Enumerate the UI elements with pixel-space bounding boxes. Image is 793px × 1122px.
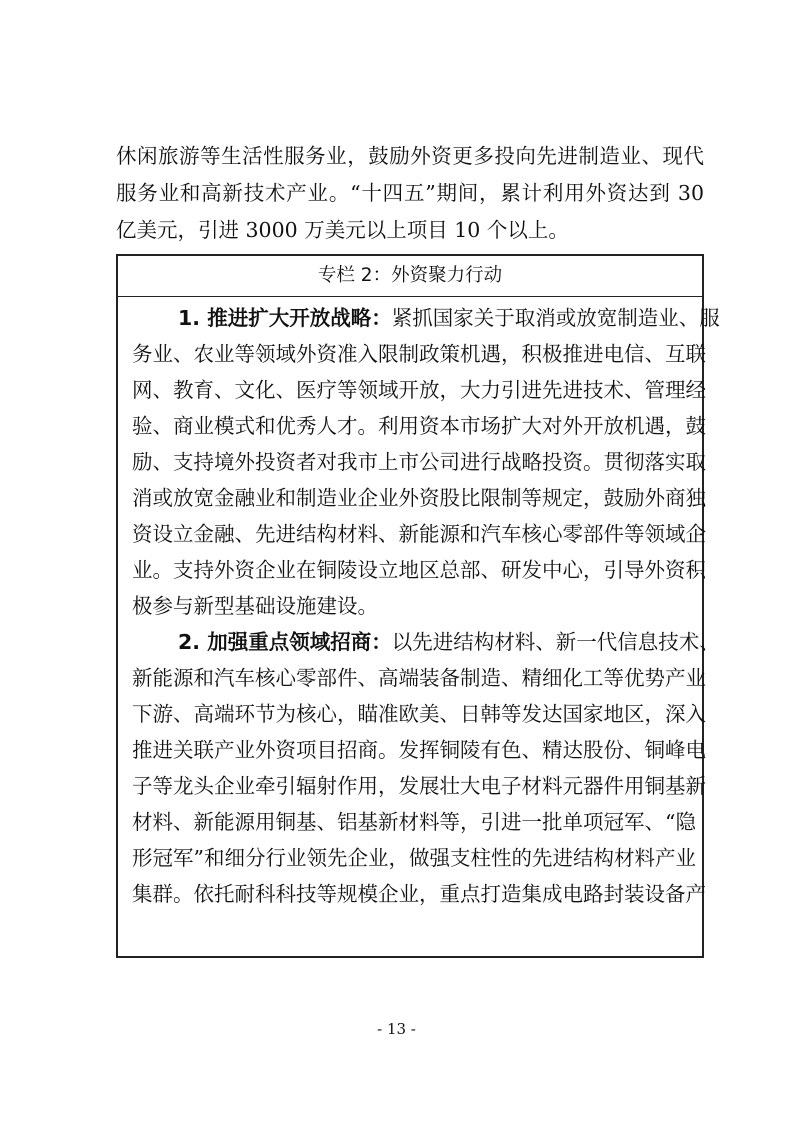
feature-box xyxy=(116,254,720,958)
box-body xyxy=(118,297,720,912)
item-line: 推进关联产业外资项目招商。发挥铜陵有色、精达股份、铜峰电 xyxy=(132,738,706,762)
paragraph-line: 亿美元，引进 3000 万美元以上项目 10 个以上。 xyxy=(116,218,569,242)
box-item-2 xyxy=(132,624,720,912)
item-heading: 2. 加强重点领域招商： xyxy=(178,630,392,654)
item-line: 网、教育、文化、医疗等领域开放，大力引进先进技术、管理经 xyxy=(132,378,706,402)
item-line: 验、商业模式和优秀人才。利用资本市场扩大对外开放机遇，鼓 xyxy=(132,414,706,438)
item-line: 资设立金融、先进结构材料、新能源和汽车核心零部件等领域企 xyxy=(132,522,706,546)
item-line: 子等龙头企业牵引辐射作用，发展壮大电子材料元器件用铜基新 xyxy=(132,774,706,798)
body-paragraph xyxy=(116,138,704,249)
item-line: 集群。依托耐科科技等规模企业，重点打造集成电路封装设备产 xyxy=(132,882,706,906)
item-line: 材料、新能源用铜基、铝基新材料等，引进一批单项冠军、“隐 xyxy=(132,810,696,834)
item-text: 紧抓国家关于取消或放宽制造业、服 xyxy=(391,306,720,330)
item-line: 下游、高端环节为核心，瞄准欧美、日韩等发达国家地区，深入 xyxy=(132,702,706,726)
paragraph-line: 服务业和高新技术产业。“十四五”期间，累计利用外资达到 30 xyxy=(116,181,704,205)
item-line: 极参与新型基础设施建设。 xyxy=(132,594,378,618)
item-line: 消或放宽金融业和制造业企业外资股比限制等规定，鼓励外商独 xyxy=(132,486,706,510)
item-line: 新能源和汽车核心零部件、高端装备制造、精细化工等优势产业 xyxy=(132,666,706,690)
item-line: 励、支持境外投资者对我市上市公司进行战略投资。贯彻落实取 xyxy=(132,450,706,474)
item-heading: 1. 推进扩大开放战略： xyxy=(178,306,392,330)
item-first-line xyxy=(132,624,720,660)
paragraph-line: 休闲旅游等生活性服务业，鼓励外资更多投向先进制造业、现代 xyxy=(116,144,704,168)
item-first-line xyxy=(132,300,720,336)
item-line: 形冠军”和细分行业领先企业，做强支柱性的先进结构材料产业 xyxy=(132,846,696,870)
item-text: 以先进结构材料、新一代信息技术、 xyxy=(391,630,720,654)
item-line: 务业、农业等领域外资准入限制政策机遇，积极推进电信、互联 xyxy=(132,342,706,366)
box-item-1 xyxy=(132,300,720,624)
box-title: 专栏 2：外资聚力行动 xyxy=(118,256,702,297)
page-number: - 13 - xyxy=(377,1020,416,1038)
item-line: 业。支持外资企业在铜陵设立地区总部、研发中心，引导外资积 xyxy=(132,558,706,582)
